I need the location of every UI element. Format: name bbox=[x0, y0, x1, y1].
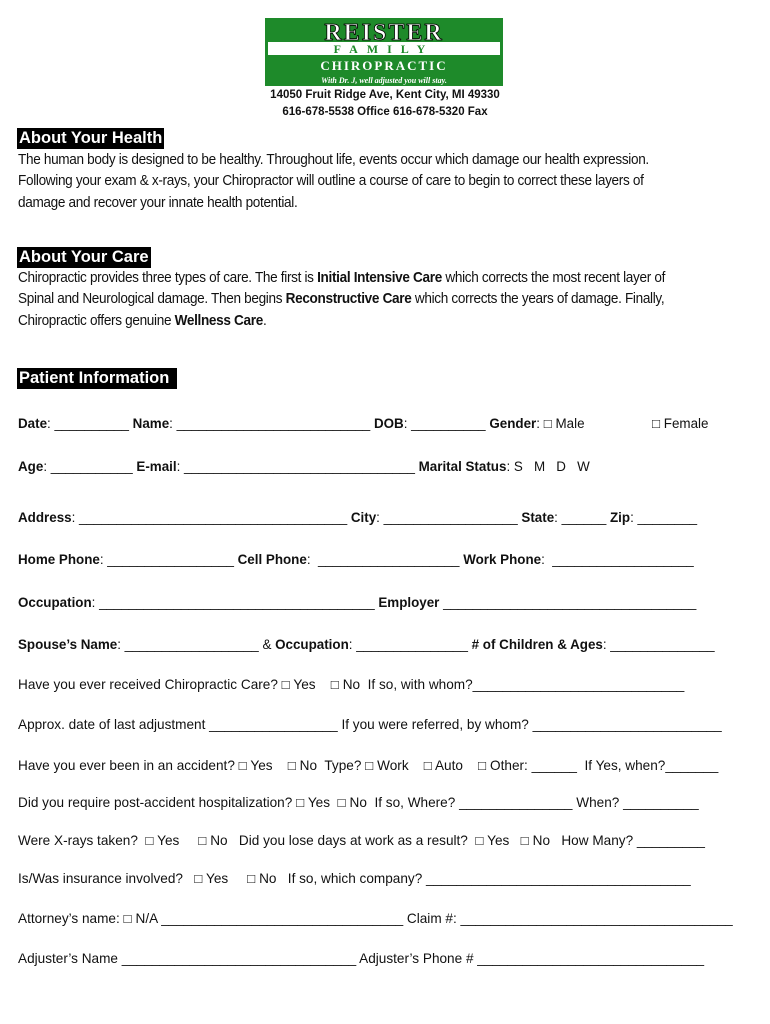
care-type-initial: Initial Intensive Care bbox=[317, 270, 442, 286]
label-state: State bbox=[521, 510, 555, 525]
label-dob: DOB bbox=[373, 416, 404, 431]
health-line: damage and recover your innate health potential. bbox=[18, 194, 298, 211]
clinic-logo bbox=[265, 18, 503, 86]
row-phones bbox=[18, 552, 694, 567]
label-email: E-mail bbox=[136, 459, 177, 474]
label-city: City bbox=[350, 510, 377, 525]
health-line: The human body is designed to be healthy. Throughout life, events occur which damage our health expression. bbox=[18, 152, 649, 168]
name-field[interactable]: : __________________________ bbox=[169, 416, 374, 431]
children-field[interactable]: : ______________ bbox=[602, 637, 715, 652]
care-type-wellness: Wellness Care bbox=[174, 312, 263, 329]
logo-line3: CHIROPRACTIC bbox=[320, 58, 448, 73]
care-line bbox=[18, 268, 762, 289]
row-spouse bbox=[18, 637, 715, 652]
health-line: Following your exam & x-rays, your Chiropractor will outline a course of care to begin to correct these layers of bbox=[18, 173, 644, 190]
zip-field[interactable]: : ________ bbox=[630, 510, 698, 525]
cell-phone-field[interactable]: : ___________________ bbox=[306, 552, 464, 567]
state-field[interactable]: : ______ bbox=[554, 510, 610, 525]
care-line bbox=[18, 311, 762, 332]
work-phone-field[interactable]: : ___________________ bbox=[541, 552, 694, 567]
label-home-phone: Home Phone bbox=[18, 552, 100, 567]
label-gender: Gender bbox=[489, 416, 537, 431]
gender-female-checkbox[interactable]: □ Female bbox=[652, 416, 709, 431]
home-phone-field[interactable]: : _________________ bbox=[99, 552, 238, 567]
question-accident[interactable]: Have you ever been in an accident? □ Yes □ No Type? □ Work □ Auto □ Other: ______ If Yes, when?_______ bbox=[18, 758, 719, 773]
question-attorney[interactable]: Attorney’s name: □ N/A ________________________________ Claim #: ____________________________________ bbox=[18, 911, 733, 926]
health-paragraph bbox=[18, 150, 762, 214]
label-employer: Employer bbox=[378, 595, 440, 610]
label-spouse-occupation: Occupation bbox=[275, 637, 349, 652]
label-cell-phone: Cell Phone bbox=[237, 552, 307, 567]
clinic-address: 14050 Fruit Ridge Ave, Kent City, MI 49330 bbox=[270, 89, 500, 101]
spouse-occupation-field[interactable]: : _______________ bbox=[348, 637, 472, 652]
email-field[interactable]: : _______________________________ bbox=[176, 459, 419, 474]
label-occupation: Occupation bbox=[18, 595, 92, 610]
label-zip: Zip bbox=[610, 510, 631, 525]
label-children: # of Children & Ages bbox=[471, 637, 603, 652]
date-field[interactable]: : __________ bbox=[47, 416, 133, 431]
logo-line1: REISTER bbox=[324, 20, 444, 46]
label-spouse-name: Spouse’s Name bbox=[18, 637, 118, 652]
spouse-name-field[interactable]: : __________________ & bbox=[117, 637, 276, 652]
question-last-adjustment[interactable]: Approx. date of last adjustment _________________ If you were referred, by whom? _________________________ bbox=[18, 717, 722, 732]
address-field[interactable]: : ____________________________________ bbox=[71, 510, 351, 525]
dob-field[interactable]: : __________ bbox=[403, 416, 490, 431]
marital-status-options[interactable]: : S M D W bbox=[506, 459, 590, 474]
label-name: Name bbox=[132, 416, 170, 431]
care-text: Chiropractic offers genuine bbox=[18, 312, 175, 329]
clinic-phones: 616-678-5538 Office 616-678-5320 Fax bbox=[282, 106, 488, 118]
label-date: Date bbox=[18, 416, 48, 431]
care-line bbox=[18, 289, 762, 310]
health-heading: About Your Health bbox=[19, 129, 163, 147]
city-field[interactable]: : __________________ bbox=[376, 510, 522, 525]
label-marital-status: Marital Status bbox=[418, 459, 507, 474]
question-xrays[interactable]: Were X-rays taken? □ Yes □ No Did you lose days at work as a result? □ Yes □ No How Many? _________ bbox=[18, 833, 705, 848]
label-address: Address bbox=[18, 510, 72, 525]
question-insurance[interactable]: Is/Was insurance involved? □ Yes □ No If so, which company? ___________________________________ bbox=[18, 871, 691, 886]
gender-male-checkbox[interactable]: □ Male bbox=[543, 416, 585, 431]
care-type-reconstructive: Reconstructive Care bbox=[285, 291, 412, 308]
patient-info-heading: Patient Information bbox=[17, 368, 177, 389]
gender-sep: : bbox=[536, 416, 544, 431]
row-date-name-dob-gender bbox=[18, 416, 585, 431]
question-prior-care[interactable]: Have you ever received Chiropractic Care? □ Yes □ No If so, with whom?____________________________ bbox=[18, 677, 685, 692]
question-adjuster[interactable]: Adjuster’s Name _______________________________ Adjuster’s Phone # ______________________________ bbox=[18, 951, 705, 966]
label-age: Age bbox=[18, 459, 44, 474]
logo-line2: FAMILY bbox=[333, 42, 435, 56]
occupation-field[interactable]: : _____________________________________ bbox=[91, 595, 379, 610]
care-paragraph bbox=[18, 268, 762, 332]
row-occupation bbox=[18, 595, 696, 610]
label-work-phone: Work Phone bbox=[463, 552, 542, 567]
age-field[interactable]: : ___________ bbox=[43, 459, 137, 474]
care-text: Chiropractic provides three types of care. The first is bbox=[18, 270, 318, 286]
care-text: which corrects the years of damage. Finally, bbox=[411, 291, 665, 308]
care-text: Spinal and Neurological damage. Then begins bbox=[18, 291, 286, 308]
care-text: . bbox=[262, 312, 267, 329]
logo-tagline: With Dr. J, well adjusted you will stay. bbox=[321, 76, 447, 85]
employer-field[interactable]: __________________________________ bbox=[439, 595, 697, 610]
row-address bbox=[18, 510, 697, 525]
care-text: which corrects the most recent layer of bbox=[441, 270, 666, 286]
question-hospitalization[interactable]: Did you require post-accident hospitalization? □ Yes □ No If so, Where? _______________ When? __________ bbox=[18, 795, 699, 810]
care-heading: About Your Care bbox=[19, 248, 149, 266]
row-age-email-marital bbox=[18, 459, 590, 474]
